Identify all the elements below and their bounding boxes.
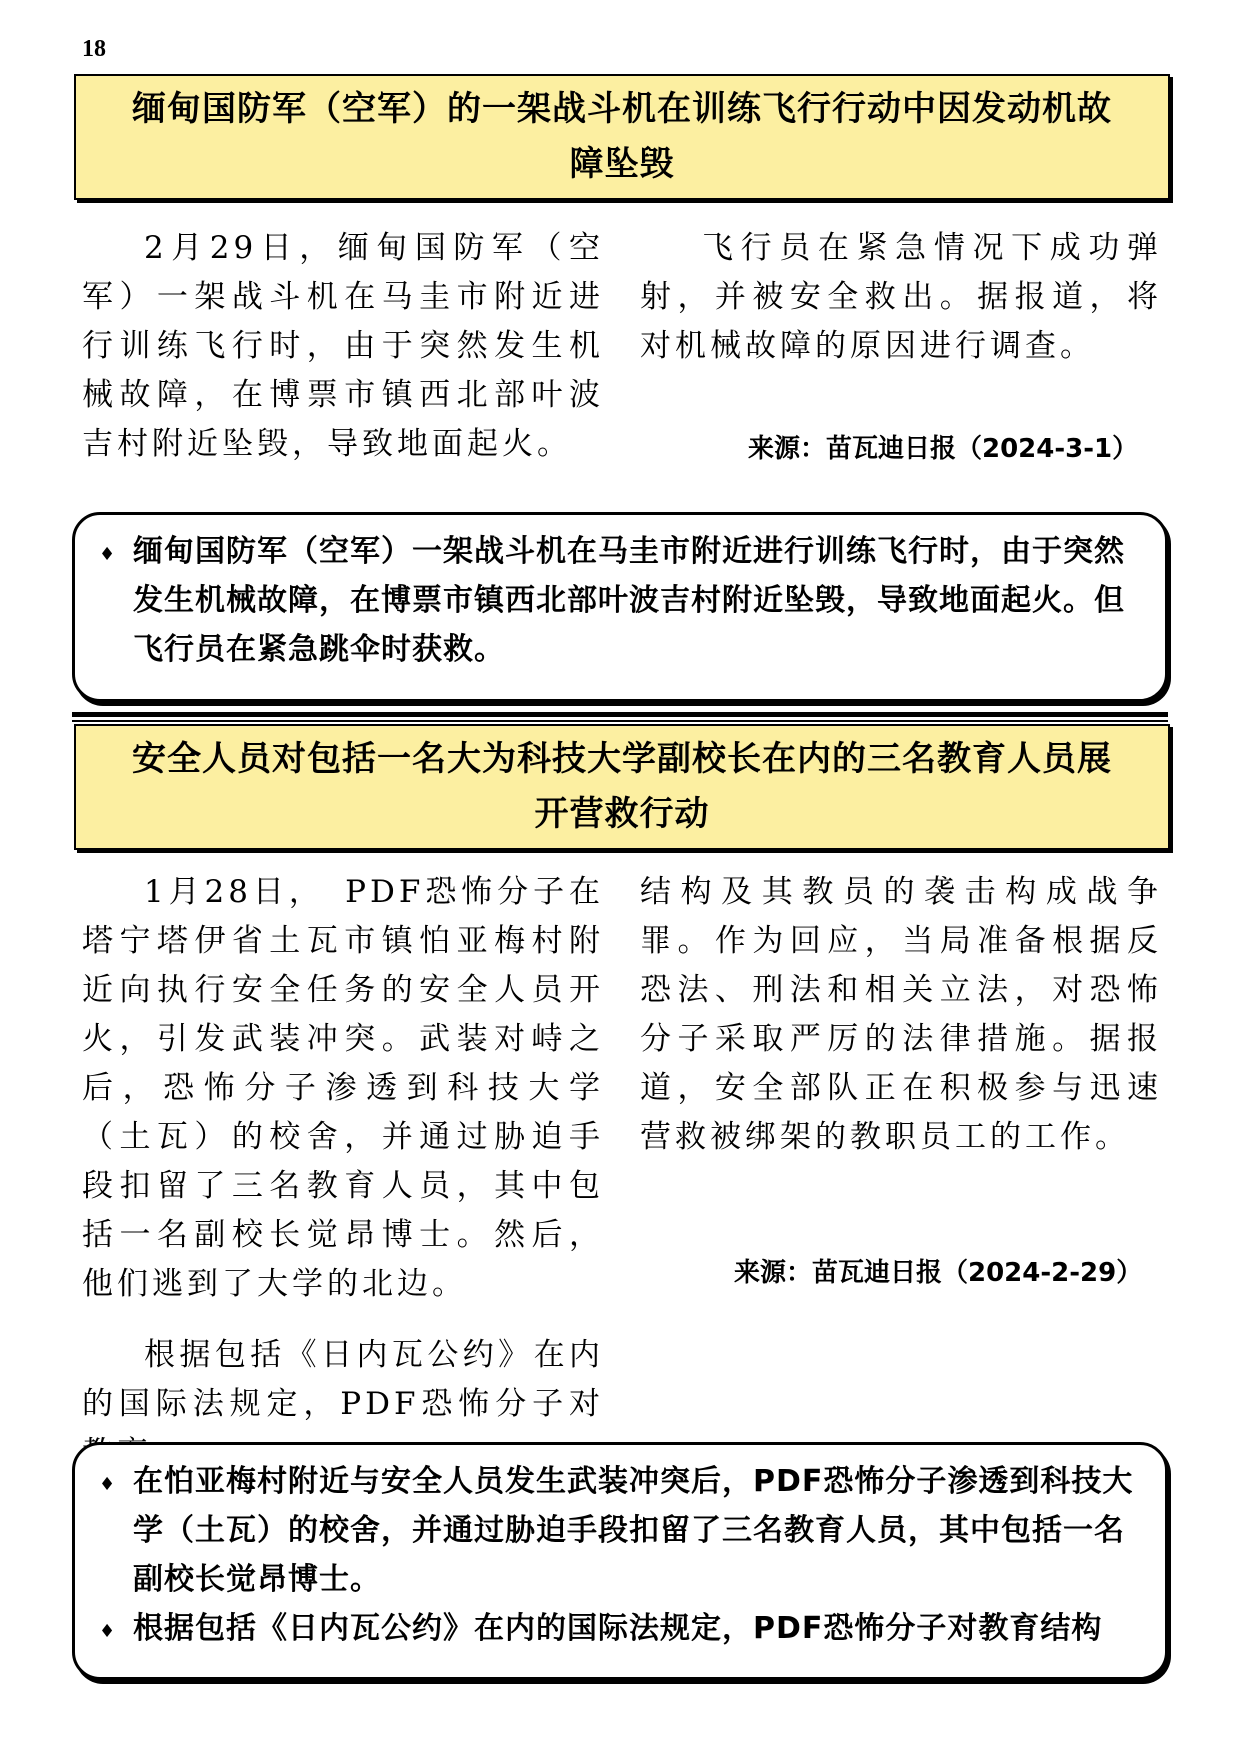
article1-headline bbox=[74, 74, 1170, 200]
page-number: 18 bbox=[82, 36, 106, 62]
article2-left-paragraph2: 根据包括《日内瓦公约》在内的国际法规定，PDF恐怖分子对 bbox=[82, 1337, 604, 1422]
article1-right-column bbox=[640, 224, 1162, 371]
diamond-bullet-icon: ♦ bbox=[99, 544, 117, 565]
divider-thin-line bbox=[72, 720, 1168, 722]
summary-item bbox=[99, 1457, 1147, 1604]
article2-left-paragraph1: 1月28日， PDF恐怖分子在塔宁塔伊省土瓦市镇怕亚梅村附近向执行安全任务的安全人员开火，引发武装冲突。武装对峙之后，恐怖分子渗透到科技大学（土瓦）的校舍，并通过胁迫手段扣留了三名教育人员，其中包括一名副校长觉昂博士。然后，他们逃到了大学的北边。 bbox=[82, 874, 604, 1302]
summary-item-text: 缅甸国防军（空军）一架战斗机在马圭市附近进行训练飞行时，由于突然发生机械故障，在博票市镇西北部叶波吉村附近坠毁，导致地面起火。但飞行员在紧急跳伞时获救。 bbox=[133, 534, 1125, 667]
article1-summary-box bbox=[72, 512, 1168, 702]
article1-headline-line2: 障坠毁 bbox=[569, 144, 675, 184]
article1-headline-line1: 缅甸国防军（空军）的一架战斗机在训练飞行行动中因发动机故 bbox=[132, 89, 1112, 129]
diamond-bullet-icon: ♦ bbox=[99, 1474, 117, 1495]
article2-summary-box bbox=[72, 1442, 1168, 1680]
diamond-bullet-icon: ♦ bbox=[99, 1621, 117, 1642]
article1-left-column bbox=[82, 224, 604, 469]
summary-item-text: 根据包括《日内瓦公约》在内的国际法规定，PDF恐怖分子对教育结构 bbox=[133, 1611, 1103, 1646]
article2-left-column bbox=[82, 868, 604, 1478]
article1-left-paragraph: 2月29日，缅甸国防军（空军）一架战斗机在马圭市附近进行训练飞行时，由于突然发生机械故障，在博票市镇西北部叶波吉村附近坠毁，导致地面起火。 bbox=[82, 230, 604, 462]
article2-headline bbox=[74, 724, 1170, 850]
article2-summary-list bbox=[75, 1445, 1165, 1653]
article1-right-paragraph: 飞行员在紧急情况下成功弹射，并被安全救出。据报道，将对机械故障的原因进行调查。 bbox=[640, 230, 1162, 364]
summary-item bbox=[99, 527, 1147, 674]
summary-item-text: 在怕亚梅村附近与安全人员发生武装冲突后，PDF恐怖分子渗透到科技大学（土瓦）的校舍，并通过胁迫手段扣留了三名教育人员，其中包括一名副校长觉昂博士。 bbox=[133, 1464, 1134, 1597]
section-divider bbox=[72, 712, 1168, 722]
article2-source: 来源：苗瓦迪日报（2024-2-29） bbox=[734, 1258, 1143, 1288]
article1-summary-list bbox=[75, 515, 1165, 674]
article2-headline-line2: 开营救行动 bbox=[534, 794, 710, 834]
article2-right-paragraph: 结构及其教员的袭击构成战争罪。作为回应，当局准备根据反恐法、刑法和相关立法，对恐怖分子采取严厉的法律措施。据报道，安全部队正在积极参与迅速营救被绑架的教职员工的工作。 bbox=[640, 874, 1162, 1155]
article1-source: 来源：苗瓦迪日报（2024-3-1） bbox=[748, 434, 1139, 464]
article2-right-column bbox=[640, 868, 1162, 1162]
article2-headline-line1: 安全人员对包括一名大为科技大学副校长在内的三名教育人员展 bbox=[132, 739, 1112, 779]
divider-thick-line bbox=[72, 712, 1168, 717]
summary-item bbox=[99, 1604, 1147, 1653]
